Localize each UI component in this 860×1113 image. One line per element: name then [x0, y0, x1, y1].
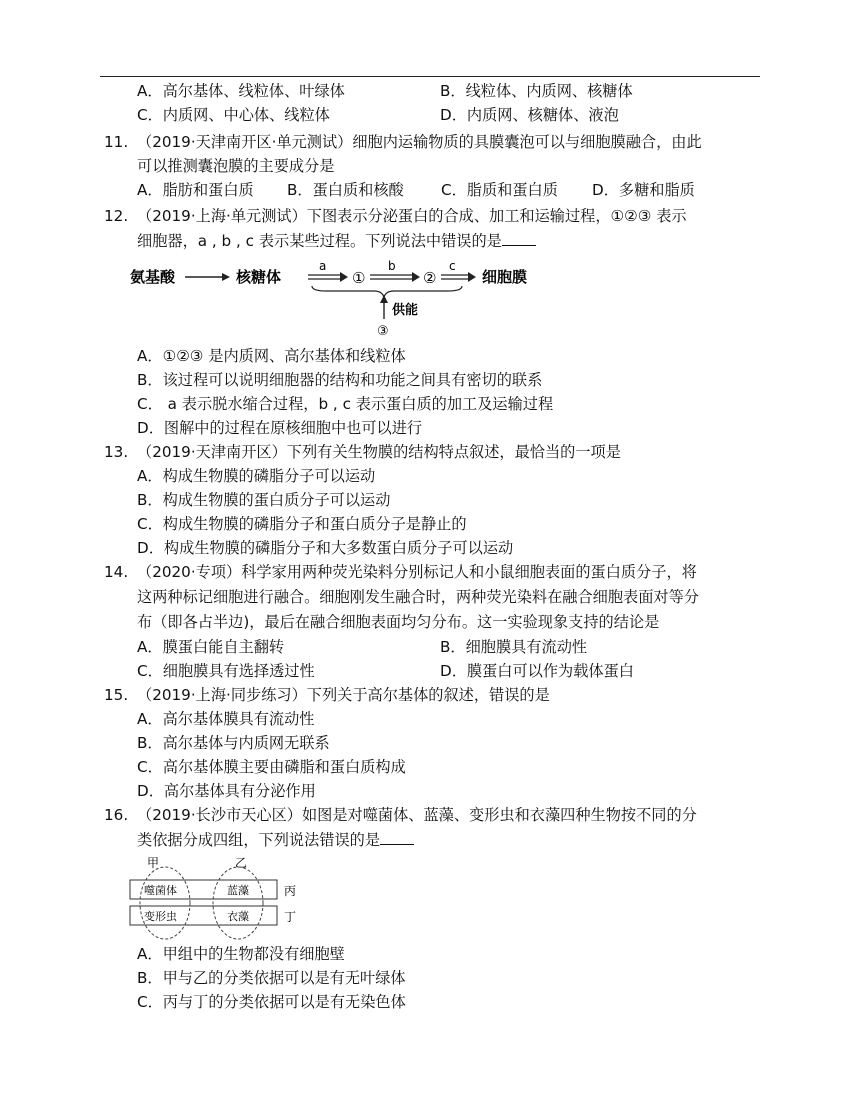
label-c: c: [449, 259, 456, 273]
q10-option-b[interactable]: B．线粒体、内质网、核糖体: [440, 82, 633, 100]
answer-blank[interactable]: [380, 830, 414, 845]
q12-stem-line1: （2019·上海·单元测试）下图表示分泌蛋白的合成、加工和运输过程，①②③ 表示: [137, 207, 687, 225]
q15-option-b[interactable]: B．高尔基体与内质网无联系: [137, 734, 330, 752]
q12-option-d[interactable]: D．图解中的过程在原核细胞中也可以进行: [137, 419, 423, 437]
label-organelle-3: ③: [377, 324, 389, 339]
q12-option-a[interactable]: A．①②③ 是内质网、高尔基体和线粒体: [137, 347, 406, 365]
label-organelle-2: ②: [423, 269, 437, 287]
q11-stem-line1: （2019·天津南开区·单元测试）细胞内运输物质的具膜囊泡可以与细胞膜融合，由此: [137, 133, 702, 151]
q13-stem-line1: （2019·天津南开区）下列有关生物膜的结构特点叙述，最恰当的一项是: [137, 443, 621, 461]
q15-option-c[interactable]: C．高尔基体膜主要由磷脂和蛋白质构成: [137, 758, 406, 776]
q12-stem-line2: 细胞器，a , b , c 表示某些过程。下列说法中错误的是: [137, 231, 536, 251]
q14-number: 14.: [104, 563, 129, 581]
q15-number: 15.: [104, 686, 129, 704]
q10-option-c[interactable]: C．内质网、中心体、线粒体: [137, 106, 330, 124]
q13-number: 13.: [104, 443, 129, 461]
q16-number: 16.: [104, 806, 129, 824]
q14-option-d[interactable]: D．膜蛋白可以作为载体蛋白: [440, 662, 634, 680]
q11-number: 11.: [104, 133, 129, 151]
secretory-pathway-diagram: [128, 259, 548, 339]
q14-option-c[interactable]: C．细胞膜具有选择透过性: [137, 662, 315, 680]
q12-option-b[interactable]: B．该过程可以说明细胞器的结构和功能之间具有密切的联系: [137, 371, 543, 389]
q12-option-c[interactable]: C． a 表示脱水缩合过程，b , c 表示蛋白质的加工及运输过程: [137, 395, 554, 413]
label-amino-acid: 氨基酸: [130, 268, 176, 286]
q14-stem-line2: 这两种标记细胞进行融合。细胞刚发生融合时，两种荧光染料在融合细胞表面对等分: [137, 588, 699, 606]
brace: [312, 286, 462, 297]
q13-option-b[interactable]: B．构成生物膜的蛋白质分子可以运动: [137, 491, 391, 509]
q15-option-a[interactable]: A．高尔基体膜具有流动性: [137, 710, 315, 728]
label-organelle-1: ①: [352, 269, 366, 287]
q16-option-c[interactable]: C．丙与丁的分类依据可以是有无染色体: [137, 993, 406, 1011]
header-rule: [100, 76, 760, 77]
classification-diagram: [124, 855, 314, 945]
q11-option-d[interactable]: D．多糖和脂质: [592, 181, 695, 199]
q10-option-d[interactable]: D．内质网、核糖体、液泡: [440, 106, 619, 124]
q13-option-d[interactable]: D．构成生物膜的磷脂分子和大多数蛋白质分子可以运动: [137, 539, 514, 557]
q11-option-b[interactable]: B．蛋白质和核酸: [287, 181, 404, 199]
q10-option-a[interactable]: A．高尔基体、线粒体、叶绿体: [137, 82, 345, 100]
label-cyanobacteria: 蓝藻: [227, 884, 249, 897]
label-ding: 丁: [284, 910, 297, 924]
q16-option-b[interactable]: B．甲与乙的分类依据可以是有无叶绿体: [137, 969, 406, 987]
q11-option-c[interactable]: C．脂质和蛋白质: [441, 181, 558, 199]
label-b: b: [388, 259, 396, 273]
label-amoeba: 变形虫: [144, 910, 177, 923]
label-cell-membrane: 细胞膜: [482, 268, 528, 286]
label-bing: 丙: [284, 884, 297, 898]
q11-stem-line2: 可以推测囊泡膜的主要成分是: [137, 157, 335, 175]
q16-stem-line1: （2019·长沙市天心区）如图是对噬菌体、蓝藻、变形虫和衣藻四种生物按不同的分: [137, 806, 697, 824]
label-jia: 甲: [147, 856, 160, 870]
label-a: a: [319, 259, 327, 273]
group-jia-ellipse: [140, 867, 190, 939]
q14-stem-line3: 布（即各占半边)，最后在融合细胞表面均匀分布。这一实验现象支持的结论是: [137, 613, 660, 631]
q15-stem-line1: （2019·上海·同步练习）下列关于高尔基体的叙述，错误的是: [137, 686, 550, 704]
q13-option-a[interactable]: A．构成生物膜的磷脂分子可以运动: [137, 467, 376, 485]
label-yi: 乙: [235, 856, 248, 870]
q14-option-b[interactable]: B．细胞膜具有流动性: [440, 638, 588, 656]
label-energy: 供能: [392, 303, 419, 318]
label-ribosome: 核糖体: [236, 268, 282, 286]
group-yi-ellipse: [213, 867, 263, 939]
q16-stem-line2: 类依据分成四组，下列说法错误的是: [137, 830, 414, 850]
q14-option-a[interactable]: A．膜蛋白能自主翻转: [137, 638, 285, 656]
answer-blank[interactable]: [502, 231, 536, 246]
q14-stem-line1: （2020·专项）科学家用两种荧光染料分别标记人和小鼠细胞表面的蛋白质分子，将: [137, 563, 697, 581]
label-chlamydomonas: 衣藻: [227, 910, 249, 923]
q11-option-a[interactable]: A．脂肪和蛋白质: [137, 181, 254, 199]
q15-option-d[interactable]: D．高尔基体具有分泌作用: [137, 782, 316, 800]
label-phage: 噬菌体: [144, 884, 177, 897]
q13-option-c[interactable]: C．构成生物膜的磷脂分子和蛋白质分子是静止的: [137, 515, 467, 533]
q16-option-a[interactable]: A．甲组中的生物都没有细胞壁: [137, 945, 345, 963]
q12-number: 12.: [104, 207, 129, 225]
